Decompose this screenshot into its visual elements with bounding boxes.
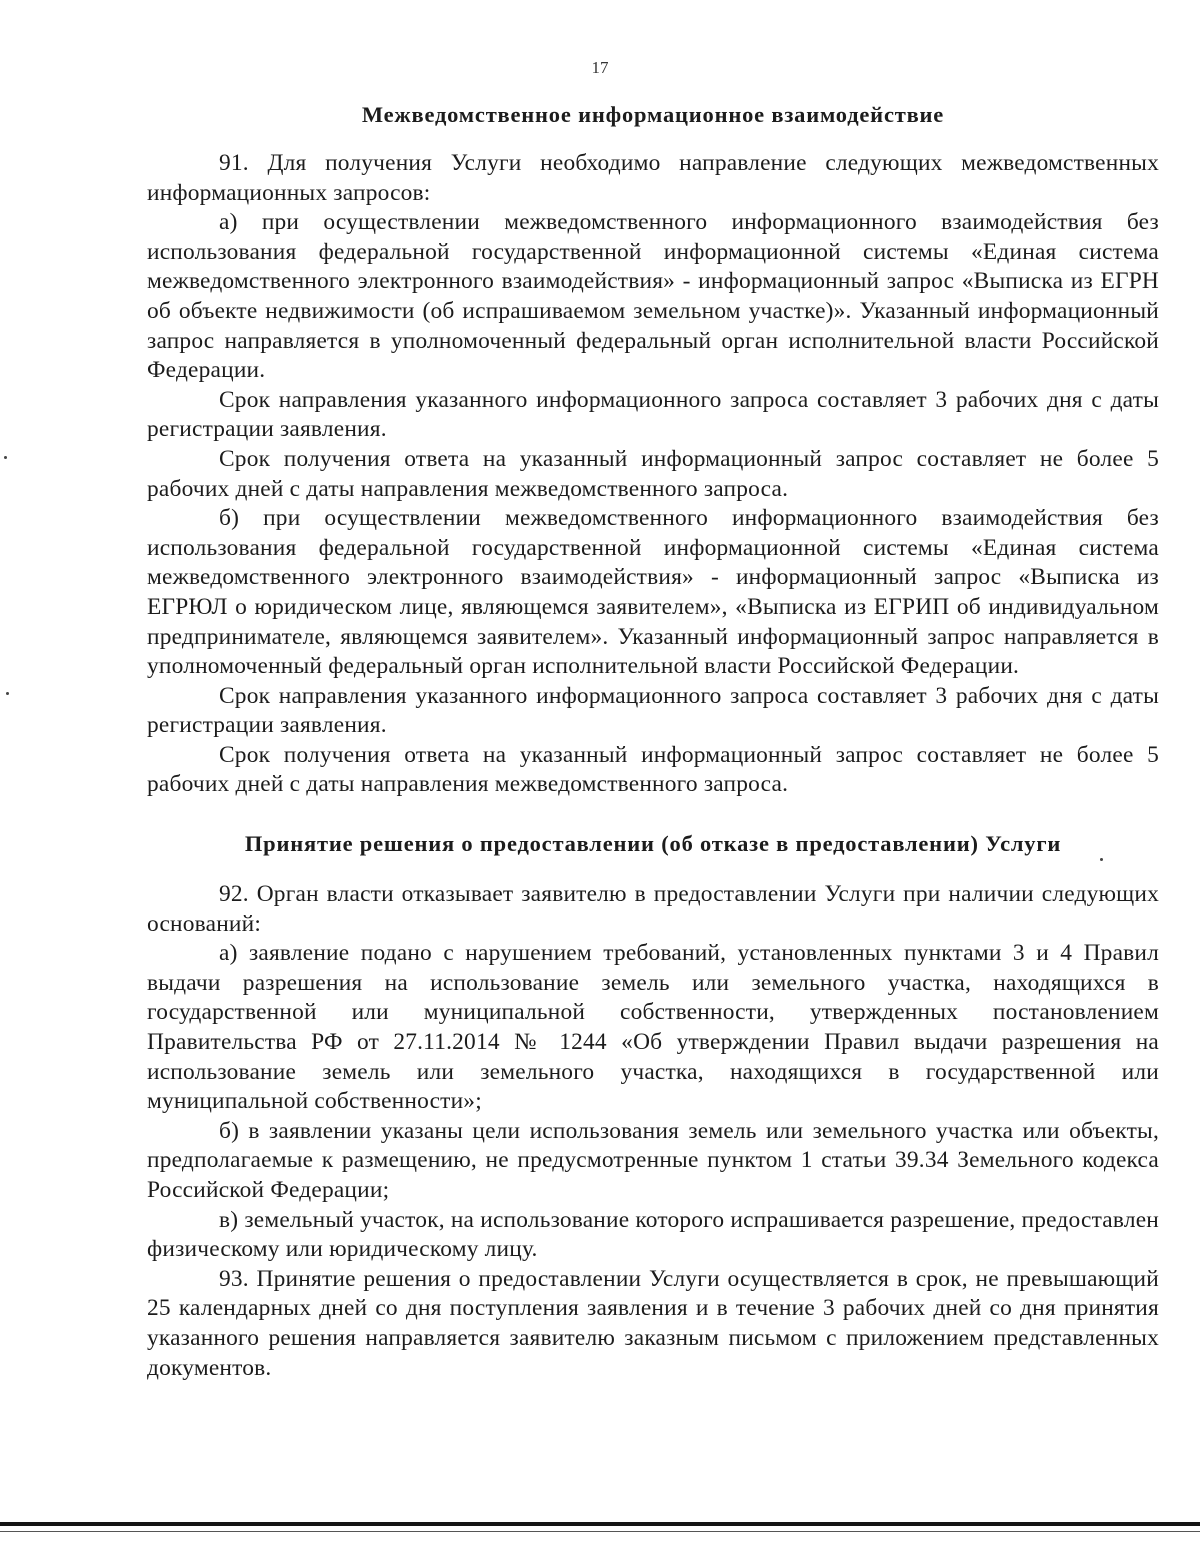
paragraph-91-a-send-term: Срок направления указанного информационного запроса составляет 3 рабочих дня с даты регистрации заявления. [147, 386, 1159, 443]
paragraph-92: 92. Орган власти отказывает заявителю в предоставлении Услуги при наличии следующих оснований: [147, 881, 1159, 937]
scan-bottom-edge [0, 1522, 1200, 1526]
paragraph-91-b-send-term: Срок направления указанного информационного запроса составляет 3 рабочих дня с даты регистрации заявления. [147, 682, 1159, 739]
scan-speck [4, 456, 7, 459]
paragraph-93: 93. Принятие решения о предоставлении Услуги осуществляется в срок, не превышающий 25 календарных дней со дня поступления заявления и в течение 3 рабочих дней со дня принятия указанного решения направляется заявителю заказным письмом с приложением представленных документов. [147, 1265, 1159, 1381]
scan-speck [6, 692, 9, 695]
paragraph-92-c: в) земельный участок, на использование которого испрашивается разрешение, предоставлен физическому или юридическому лицу. [147, 1206, 1159, 1263]
page-number: 17 [591, 58, 609, 77]
document-body [147, 100, 1159, 1383]
paragraph-92-a: а) заявление подано с нарушением требований, установленных пунктами 3 и 4 Правил выдачи разрешения на использование земель или земельного участка, находящихся в государственной или муниципальной собственности, утвержденных постановлением Правительства РФ от 27.11.2014 № 1244 «Об утверждении Правил выдачи разрешения на использование земель или земельного участка, находящихся в государственной или муниципальной собственности»; [147, 940, 1159, 1115]
paragraph-92-b: б) в заявлении указаны цели использования земель или земельного участка или объекты, предполагаемые к размещению, не предусмотренные пунктом 1 статьи 39.34 Земельного кодекса Российской Федерации; [147, 1117, 1159, 1203]
paragraph-91-a-response-term: Срок получения ответа на указанный информационный запрос составляет не более 5 рабочих дней с даты направления межведомственного запроса. [147, 445, 1159, 502]
paragraph-91-b-response-term: Срок получения ответа на указанный информационный запрос составляет не более 5 рабочих дней с даты направления межведомственного запроса. [147, 741, 1159, 798]
paragraph-91: 91. Для получения Услуги необходимо направление следующих межведомственных информационных запросов: [147, 150, 1159, 206]
section-heading-interagency: Межведомственное информационное взаимодействие [361, 102, 945, 127]
scan-speck [1100, 858, 1103, 861]
scan-bottom-edge-thin [0, 1531, 1200, 1532]
paragraph-91-a: а) при осуществлении межведомственного информационного взаимодействия без использования федеральной государственной информационной системы «Единая система межведомственного электронного взаимодействия» - информационный запрос «Выписка из ЕГРН об объекте недвижимости (об испрашиваемом земельном участке)». Указанный информационный запрос направляется в уполномоченный федеральный орган исполнительной власти Российской Федерации. [147, 209, 1159, 384]
section-heading-decision: Принятие решения о предоставлении (об отказе в предоставлении) Услуги [244, 831, 1062, 857]
paragraph-91-b: б) при осуществлении межведомственного информационного взаимодействия без использования федеральной государственной информационной системы «Единая система межведомственного электронного взаимодействия» - информационный запрос «Выписка из ЕГРЮЛ о юридическом лице, являющемся заявителем», «Выписка из ЕГРИП об индивидуальном предпринимателе, являющемся заявителем». Указанный информационный запрос направляется в уполномоченный федеральный орган исполнительной власти Российской Федерации. [147, 505, 1159, 680]
